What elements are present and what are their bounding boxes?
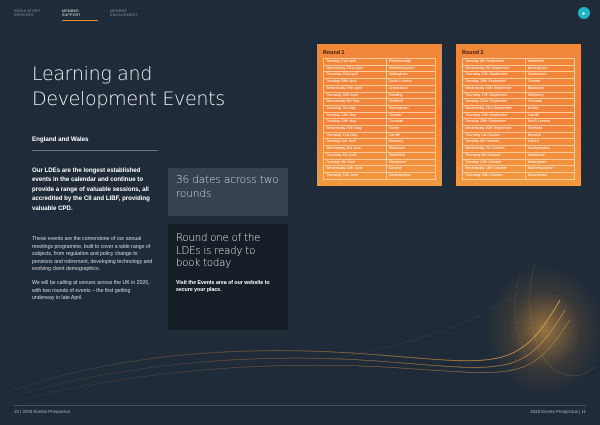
event-venue: Southampton <box>525 146 574 153</box>
table-row <box>463 132 575 139</box>
table-row <box>324 59 436 66</box>
event-date: Wednesday 6th May <box>324 99 387 106</box>
table-row <box>463 79 575 86</box>
event-venue: Peterborough <box>386 59 435 66</box>
event-date: Thursday 1st October <box>463 132 526 139</box>
region-heading: England and Wales <box>32 136 89 143</box>
event-venue: Manchester <box>525 172 574 179</box>
event-date: Tuesday 19th May <box>324 119 387 126</box>
event-venue: Cornwall <box>525 99 574 106</box>
table-row <box>324 99 436 106</box>
round-2-table <box>462 58 575 180</box>
event-date: Tuesday 22nd September <box>463 99 526 106</box>
event-venue: Wetherby <box>525 92 574 99</box>
table-row <box>324 139 436 146</box>
event-date: Wednesday 7th October <box>463 146 526 153</box>
event-date: Wednesday 30th September <box>463 126 526 133</box>
event-date: Tuesday 21st April <box>324 59 387 66</box>
table-row <box>324 152 436 159</box>
table-row <box>463 126 575 133</box>
event-date: Tuesday 9th June <box>324 159 387 166</box>
table-row <box>324 72 436 79</box>
table-row <box>324 159 436 166</box>
event-venue: Southampton <box>386 172 435 179</box>
event-date: Wednesday 22nd April <box>324 65 387 72</box>
table-row <box>463 72 575 79</box>
event-date: Wednesday 14th October <box>463 166 526 173</box>
cta-box <box>168 224 288 330</box>
stat-text: 36 dates across two rounds <box>176 174 279 200</box>
event-venue: Maidstone <box>525 152 574 159</box>
event-venue: Sheffield <box>386 99 435 106</box>
nav-item-member-support[interactable]: MEMBER SUPPORT <box>62 9 98 21</box>
event-date: Tuesday 8th September <box>463 59 526 66</box>
table-row <box>324 126 436 133</box>
event-venue: Wolverhampton <box>525 166 574 173</box>
event-date: Thursday 30th April <box>324 92 387 99</box>
event-venue: Norwich <box>386 166 435 173</box>
event-venue: Cardiff <box>525 112 574 119</box>
event-venue: Wakefield <box>525 59 574 66</box>
event-date: Tuesday 13th October <box>463 159 526 166</box>
logo-icon: ▸ <box>582 10 586 17</box>
event-date: Wednesday 16th September <box>463 85 526 92</box>
event-date: Thursday 24th September <box>463 112 526 119</box>
footer-right: 2026 Events Prospectus | 11 <box>530 409 586 414</box>
event-date: Thursday 7th May <box>324 105 387 112</box>
round-1-panel <box>317 44 442 186</box>
event-date: Wednesday 10th June <box>324 166 387 173</box>
round-title: Round 2 <box>462 50 484 56</box>
table-row <box>324 172 436 179</box>
event-date: Wednesday 23rd September <box>463 105 526 112</box>
table-row <box>324 146 436 153</box>
event-date: Tuesday 2nd June <box>324 139 387 146</box>
event-venue: North London <box>525 119 574 126</box>
event-date: Wednesday 3rd June <box>324 146 387 153</box>
table-row <box>463 152 575 159</box>
intro-paragraph: Our LDEs are the longest established events in the calendar and continue to provide a range of valuable sessions, all accredited by the CII and LIBF, providing valuable CPD. <box>32 167 150 212</box>
table-row <box>463 112 575 119</box>
event-date: Thursday 21st May <box>324 132 387 139</box>
event-venue: Blackburn <box>386 146 435 153</box>
brand-logo <box>578 7 590 19</box>
event-venue: Maidstone <box>386 159 435 166</box>
table-row <box>324 132 436 139</box>
event-date: Wednesday 29th April <box>324 85 387 92</box>
table-row <box>463 99 575 106</box>
event-date: Wednesday 20th May <box>324 126 387 133</box>
event-venue: Chelmsford <box>386 85 435 92</box>
event-venue: South London <box>386 79 435 86</box>
event-venue: Cornwall <box>386 119 435 126</box>
page-title: Learning and Development Events <box>32 63 225 110</box>
event-venue: Chester <box>386 112 435 119</box>
round-1-table <box>323 58 436 180</box>
event-venue: Exeter <box>386 126 435 133</box>
event-date: Wednesday 9th September <box>463 65 526 72</box>
table-row <box>463 139 575 146</box>
event-date: Thursday 11th June <box>324 172 387 179</box>
nav-item-regulatory[interactable]: REGULATORY SERVICES <box>14 9 41 18</box>
event-venue: Birmingham <box>386 105 435 112</box>
event-venue: Exeter <box>525 105 574 112</box>
table-row <box>463 119 575 126</box>
footer-left: 10 | 2026 Events Prospectus <box>14 409 71 414</box>
event-venue: Oxford <box>525 139 574 146</box>
cta-title: Round one of the LDEs is ready to book today <box>176 233 261 270</box>
table-row <box>324 65 436 72</box>
stat-box <box>168 168 288 216</box>
event-venue: Chelmsford <box>525 72 574 79</box>
region-divider <box>32 150 158 151</box>
event-venue: Wolverhampton <box>386 65 435 72</box>
event-venue: Nottingham <box>386 72 435 79</box>
event-venue: Chester <box>525 79 574 86</box>
event-venue: Cardiff <box>386 132 435 139</box>
table-row <box>324 92 436 99</box>
table-row <box>324 79 436 86</box>
event-venue: Wakefield <box>386 152 435 159</box>
event-date: Thursday 8th October <box>463 152 526 159</box>
body-paragraph: These events are the cornerstone of our annual meetings programme, built to cover a wide range of subjects, from regulation and policy change to pensions and retirement, developing technology and evolving client demographics. <box>32 236 153 273</box>
table-row <box>324 105 436 112</box>
body-text <box>32 236 154 309</box>
event-date: Tuesday 29th September <box>463 119 526 126</box>
event-venue: Newbury <box>386 139 435 146</box>
event-date: Thursday 10th September <box>463 72 526 79</box>
event-date: Tuesday 6th October <box>463 139 526 146</box>
table-row <box>463 65 575 72</box>
event-venue: Reading <box>386 92 435 99</box>
event-date: Thursday 17th September <box>463 92 526 99</box>
table-row <box>324 112 436 119</box>
nav-item-member-engagement[interactable]: MEMBER ENGAGEMENT <box>110 9 138 18</box>
event-date: Thursday 15th October <box>463 172 526 179</box>
cta-subtitle[interactable]: Visit the Events area of our website to secure your place. <box>176 279 270 294</box>
event-venue: Sheffield <box>525 126 574 133</box>
event-date: Tuesday 12th May <box>324 112 387 119</box>
table-row <box>324 166 436 173</box>
table-row <box>463 105 575 112</box>
event-date: Thursday 4th June <box>324 152 387 159</box>
round-2-panel <box>456 44 581 186</box>
event-venue: Norwich <box>525 132 574 139</box>
round-title: Round 1 <box>323 50 345 56</box>
event-venue: Nottingham <box>525 159 574 166</box>
table-row <box>463 159 575 166</box>
table-row <box>324 85 436 92</box>
event-venue: Blackburn <box>525 85 574 92</box>
event-date: Tuesday 15th September <box>463 79 526 86</box>
table-row <box>463 59 575 66</box>
event-date: Tuesday 28th April <box>324 79 387 86</box>
table-row <box>463 172 575 179</box>
event-venue: Birmingham <box>525 65 574 72</box>
body-paragraph: We will be calling at venues across the UK in 2026, with two rounds of events – the first getting underway in late April. <box>32 279 150 302</box>
table-row <box>463 166 575 173</box>
footer-divider <box>14 405 586 406</box>
top-nav <box>14 9 146 21</box>
table-row <box>463 92 575 99</box>
event-date: Thursday 23rd April <box>324 72 387 79</box>
table-row <box>324 119 436 126</box>
table-row <box>463 146 575 153</box>
table-row <box>463 85 575 92</box>
